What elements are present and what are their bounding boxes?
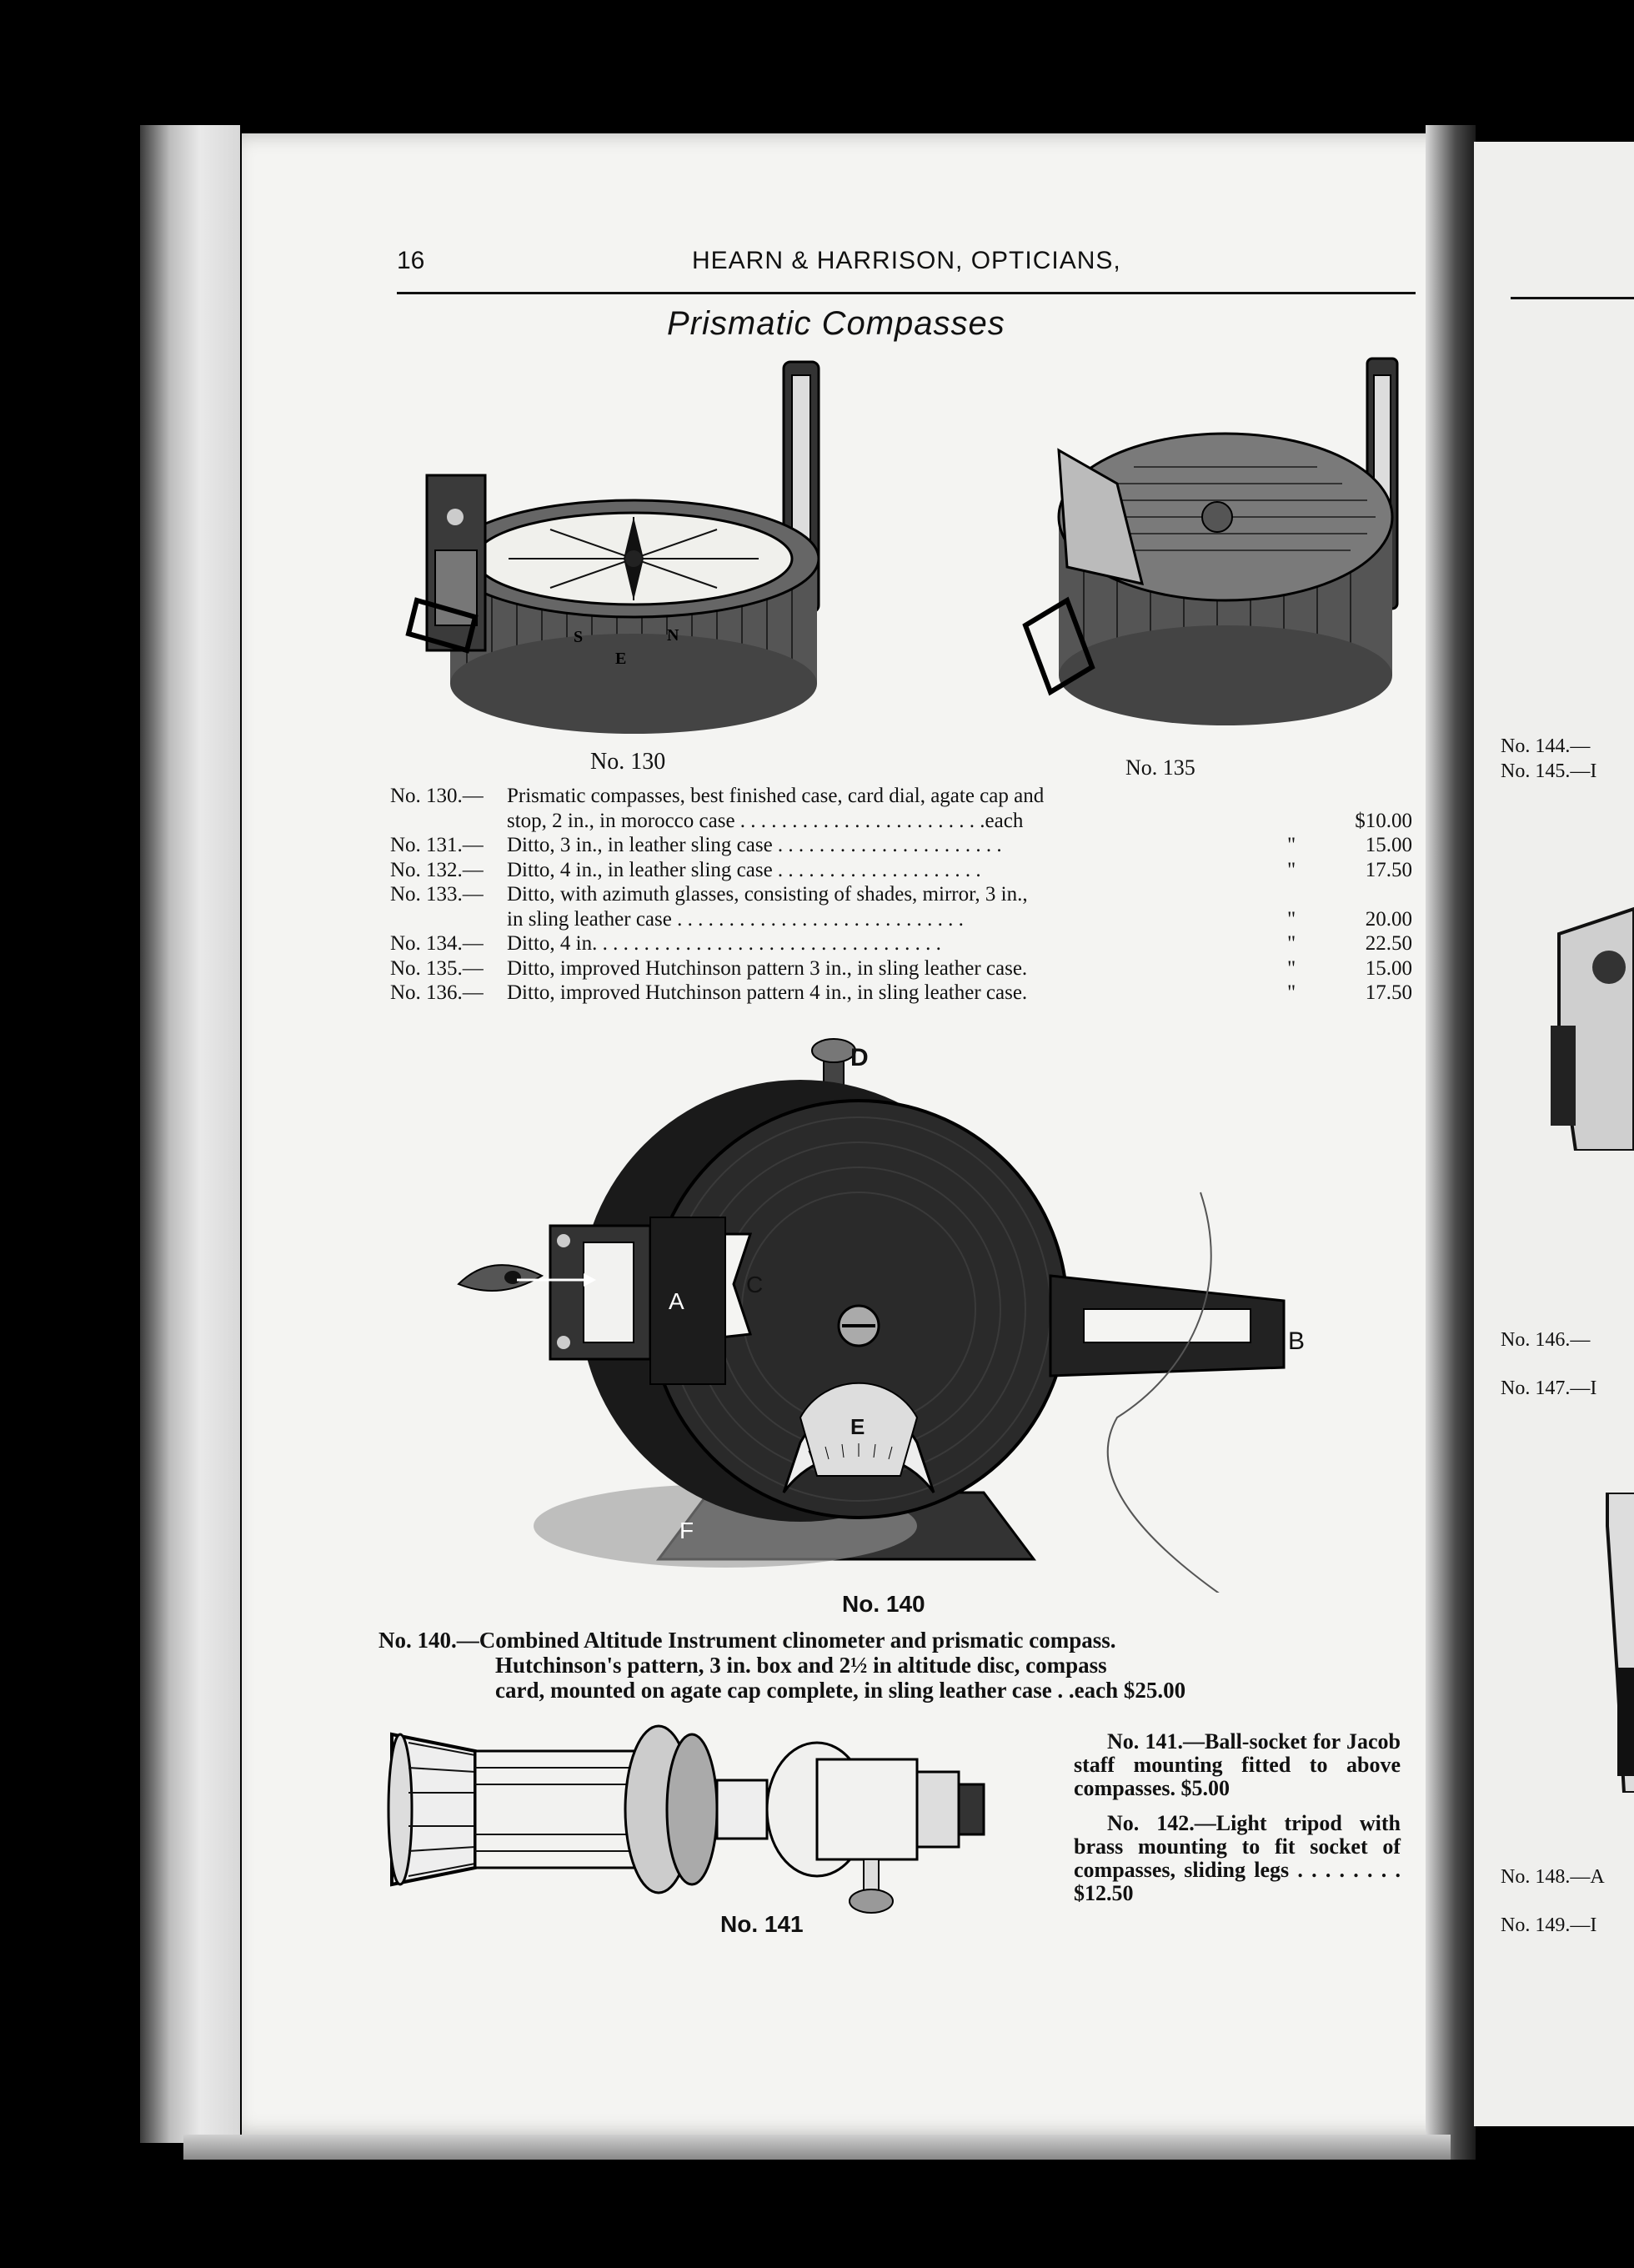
card-letter-s: S	[574, 628, 584, 646]
list-item-133	[390, 882, 1412, 907]
entry-description: Ditto, improved Hutchinson pattern 4 in., in sling leather case.	[507, 981, 1028, 1004]
page-header	[397, 247, 1416, 280]
entry-price: 22.50	[1365, 932, 1412, 955]
facing-entry: No. 148.—A	[1501, 1866, 1605, 1888]
entry-number: No. 135.—	[390, 956, 484, 980]
entry-number: No. 132.—	[390, 858, 484, 881]
facing-entry: No. 144.—	[1501, 735, 1591, 757]
ditto-mark: "	[1287, 834, 1296, 856]
facing-illustration-top	[1551, 901, 1634, 1151]
figure-135-caption: No. 135	[1125, 755, 1195, 780]
card-letter-e: E	[615, 650, 627, 668]
entry-description: Ditto, 4 in. . . . . . . . . . . . . . . . . . . . . . . . . . . . . . . . . .	[507, 932, 941, 955]
entry-140-line-3: card, mounted on agate cap complete, in sling leather case . .each $25.00	[495, 1678, 1186, 1703]
facing-illustration-bottom	[1601, 1493, 1634, 1793]
facing-entry: No. 147.—I	[1501, 1377, 1597, 1399]
ditto-mark: "	[1287, 858, 1296, 881]
price-list	[390, 784, 1412, 1006]
clinometer-140-labels	[450, 1026, 1334, 1593]
facing-entry: No. 149.—I	[1501, 1914, 1597, 1936]
label-d: D	[850, 1044, 869, 1071]
entry-description-cont: in sling leather case . . . . . . . . . . . . . . . . . . . . . . . . . . . .	[507, 907, 964, 931]
page-number: 16	[397, 247, 425, 274]
label-a: A	[669, 1288, 684, 1314]
figure-141-caption: No. 141	[720, 1911, 804, 1937]
entry-description: Ditto, 4 in., in leather sling case . . . . . . . . . . . . . . . . . . . .	[507, 858, 981, 881]
list-item-136	[390, 981, 1412, 1006]
facing-page-entries	[1501, 1853, 1605, 1949]
label-f: F	[679, 1518, 694, 1543]
list-item-130	[390, 784, 1412, 809]
figure-140-caption: No. 140	[842, 1591, 925, 1617]
entry-price: 20.00	[1365, 907, 1412, 931]
facing-page-entries	[1501, 1316, 1596, 1412]
entry-number: No. 130.—	[390, 785, 484, 807]
entry-price: 15.00	[1365, 834, 1412, 856]
list-item-133-cont	[390, 907, 1412, 932]
running-head: HEARN & HARRISON, OPTICIANS,	[692, 247, 1121, 274]
entry-number: No. 133.—	[390, 883, 484, 906]
list-item-132	[390, 858, 1412, 883]
entry-description-cont: stop, 2 in., in morocco case . . . . . . . . . . . . . . . . . . . . . . . .each	[507, 809, 1024, 832]
entry-142-description: No. 142.—Light tripod with brass mounting to fit socket of compasses, sliding legs . . . . . . . . $12.50	[1074, 1811, 1401, 1905]
ditto-mark: "	[1287, 932, 1296, 955]
entry-description: Ditto, with azimuth glasses, consisting of shades, mirror, 3 in.,	[507, 883, 1028, 906]
section-title: Prismatic Compasses	[667, 305, 1005, 342]
entry-number: No. 134.—	[390, 932, 484, 955]
compass-130-card-letters	[550, 617, 717, 675]
entry-number: No. 131.—	[390, 834, 484, 856]
label-b: B	[1288, 1327, 1306, 1355]
facing-page-entries	[1501, 734, 1596, 784]
header-rule	[397, 292, 1416, 294]
label-c: C	[746, 1272, 764, 1297]
entry-price: $10.00	[1355, 809, 1412, 832]
entry-price: 15.00	[1365, 956, 1412, 980]
entry-140-line-2: Hutchinson's pattern, 3 in. box and 2½ in altitude disc, compass	[495, 1653, 1107, 1678]
list-item-135	[390, 956, 1412, 981]
book-page-edges	[140, 125, 240, 2143]
list-item-134	[390, 931, 1412, 956]
entry-description: Prismatic compasses, best finished case, card dial, agate cap and	[507, 785, 1045, 807]
facing-page-rule	[1511, 297, 1634, 299]
list-item-130-cont	[390, 809, 1412, 834]
entry-description: Ditto, 3 in., in leather sling case . . . . . . . . . . . . . . . . . . . . . .	[507, 834, 1002, 856]
compass-135-illustration	[1017, 350, 1417, 742]
entry-price: 17.50	[1365, 981, 1412, 1004]
ditto-mark: "	[1287, 907, 1296, 931]
entry-140-line-1: No. 140.—Combined Altitude Instrument clinometer and prismatic compass.	[378, 1628, 1116, 1653]
entry-description: Ditto, improved Hutchinson pattern 3 in., in sling leather case.	[507, 956, 1028, 980]
facing-entry: No. 145.—I	[1501, 760, 1597, 782]
ball-socket-141-illustration	[383, 1701, 1050, 1918]
book-gutter	[1426, 125, 1476, 2160]
ditto-mark: "	[1287, 981, 1296, 1004]
label-e: E	[850, 1414, 865, 1439]
entries-141-142	[1074, 1730, 1401, 1917]
compass-130-illustration	[383, 350, 834, 750]
ditto-mark: "	[1287, 956, 1296, 980]
entry-140-description	[378, 1628, 1404, 1703]
card-letter-n: N	[667, 626, 679, 645]
figure-130-caption: No. 130	[590, 749, 666, 775]
entry-number: No. 136.—	[390, 981, 484, 1004]
book-bottom-edge	[183, 2135, 1451, 2160]
entry-price: 17.50	[1365, 858, 1412, 881]
entry-141-description: No. 141.—Ball-socket for Jacob staff mounting fitted to above compasses. $5.00	[1074, 1729, 1401, 1800]
list-item-131	[390, 833, 1412, 858]
facing-entry: No. 146.—	[1501, 1329, 1591, 1351]
